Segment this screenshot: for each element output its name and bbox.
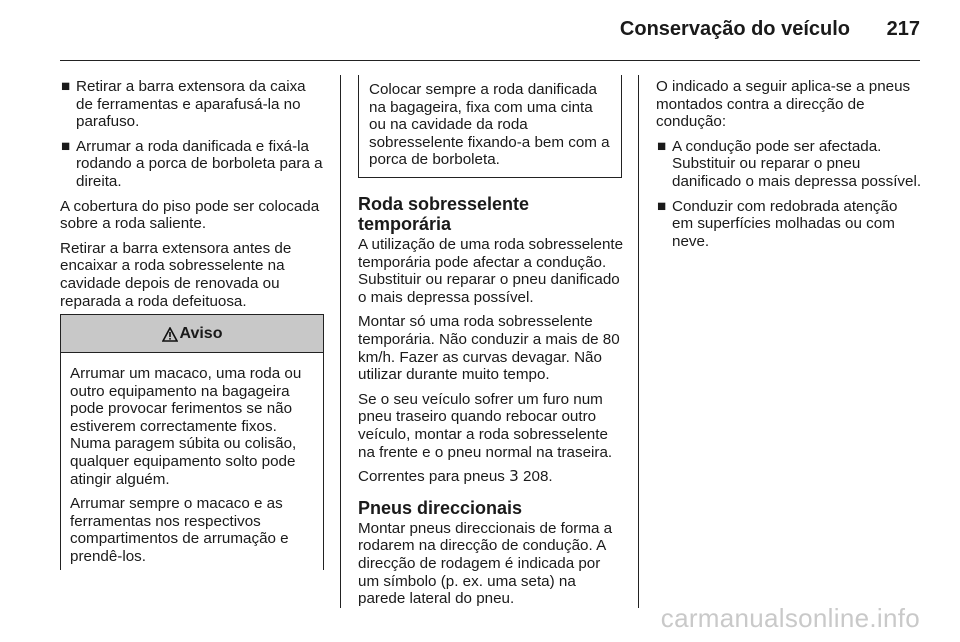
note-box [358, 75, 622, 178]
watermark: carmanualsonline.info [660, 603, 920, 633]
list-item: ■ A condução pode ser afectada. Substituir ou reparar o pneu danificado o mais depressa possível. [657, 137, 922, 190]
warning-header [61, 315, 323, 353]
note-text: Colocar sempre a roda danificada na bagageira, fixa com uma cinta ou na cavidade da roda sobresselente fixando-a bem com a porca de borboleta. [369, 81, 610, 169]
paragraph: Arrumar um macaco, uma roda ou outro equipamento na bagageira pode provocar ferimentos se não estiverem correctamente fixos. Numa paragem súbita ou colisão, qualquer equipamento solto pode atingir alguém. [70, 365, 302, 488]
list-item: ■ Arrumar a roda danificada e fixá-la rodando a porca de borboleta para a direita. [61, 137, 323, 190]
section-heading: Roda sobresselente temporária [358, 194, 530, 234]
page-number: 217 [886, 18, 920, 40]
warning-box [60, 314, 324, 570]
paragraph: O indicado a seguir aplica-se a pneus montados contra a direcção de condução: [656, 78, 911, 131]
cross-reference: Correntes para pneus 3 208. [358, 467, 553, 486]
warning-triangle-icon [162, 327, 178, 342]
paragraph: Se o seu veículo sofrer um furo num pneu traseiro quando rebocar outro veículo, montar a roda sobresselente na frente e o pneu normal na traseira. [358, 390, 613, 461]
column-3 [656, 78, 922, 257]
bullet-icon: ■ [657, 197, 667, 215]
column-divider-1 [340, 75, 341, 608]
warning-body [61, 353, 323, 566]
list-item: ■ Retirar a barra extensora da caixa de ferramentas e aparafusá-la no parafuso. [61, 78, 306, 131]
paragraph: Montar pneus direccionais de forma a rodarem na direcção de condução. A direcção de rodagem é indicada por um símbolo (p. ex. uma seta) na parede lateral do pneu. [358, 519, 613, 608]
paragraph: Retirar a barra extensora antes de encaixar a roda sobresselente na cavidade depois de renovada ou reparada a roda defeituosa. [60, 239, 292, 310]
column-divider-2 [638, 75, 639, 608]
paragraph: A utilização de uma roda sobresselente temporária pode afectar a condução. Substituir ou reparar o pneu danificado o mais depressa possível. [358, 236, 624, 306]
paragraph: A cobertura do piso pode ser colocada sobre a roda saliente. [60, 197, 320, 233]
list-item: ■ Conduzir com redobrada atenção em superfícies molhadas ou com neve. [657, 197, 898, 250]
page-ref-icon: 3 [509, 467, 519, 486]
bullet-icon: ■ [657, 137, 667, 155]
bullet-icon: ■ [61, 78, 71, 95]
paragraph: Montar só uma roda sobresselente temporária. Não conduzir a mais de 80 km/h. Fazer as curvas devagar. Não utilizar durante muito tempo. [358, 313, 620, 384]
header-rule [60, 60, 920, 61]
paragraph: Arrumar sempre o macaco e as ferramentas nos respectivos compartimentos de arrumação e prendê-los. [70, 495, 289, 565]
page-header [0, 18, 960, 48]
page-title: Conservação do veículo [619, 18, 850, 40]
bullet-icon: ■ [61, 137, 71, 155]
section-heading: Pneus direccionais [358, 497, 523, 518]
warning-title: Aviso [179, 324, 223, 342]
column-1 [60, 78, 324, 317]
column-2 [358, 194, 624, 615]
